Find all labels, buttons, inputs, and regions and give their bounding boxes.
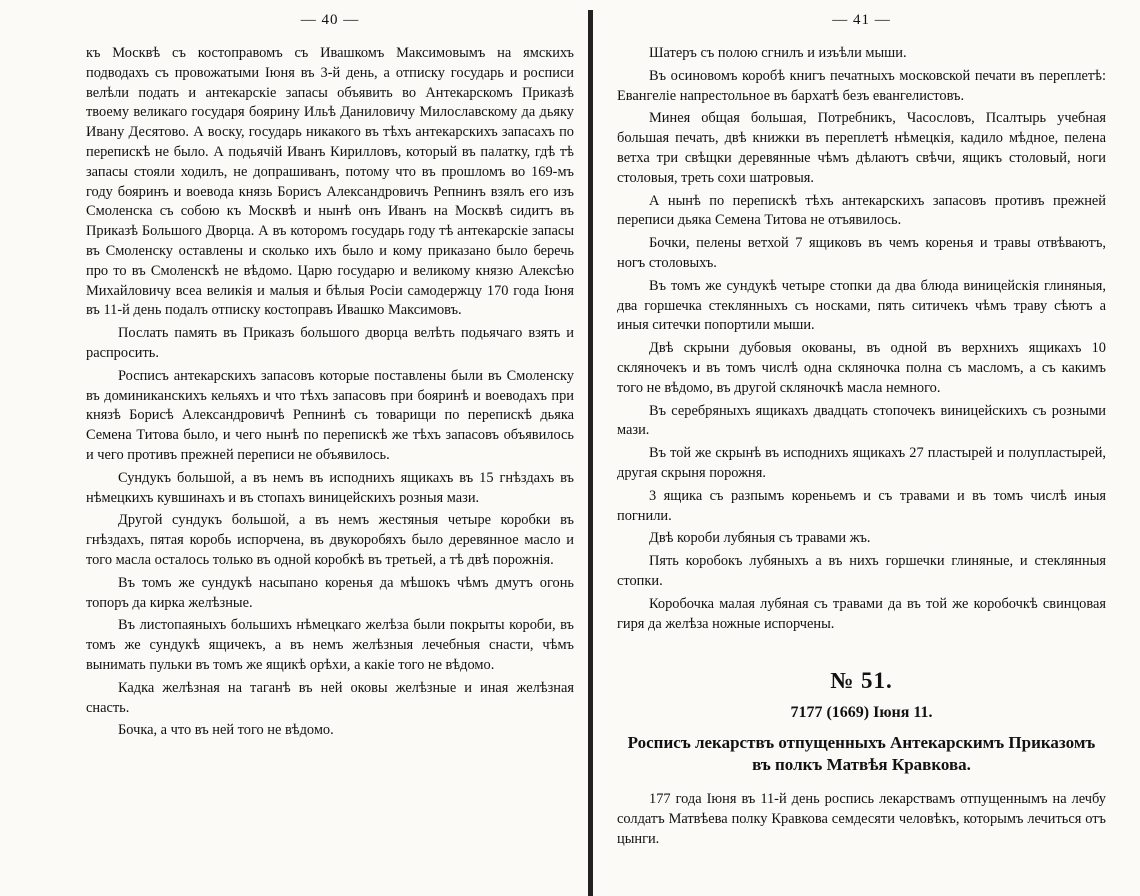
paragraph: 3 ящика съ разпымъ кореньемъ и съ травами и въ томъ числѣ иныя погнили. — [617, 487, 1106, 524]
paragraph: Бочки, пелены ветхой 7 ящиковъ въ чемъ коренья и травы отвѣваютъ, ногъ столовыхъ. — [617, 235, 1106, 271]
book-gutter — [588, 10, 593, 896]
paragraph: Коробочка малая лубяная съ травами да въ той же коробочкѣ свинцовая гиря да желѣза ножные испорчены. — [617, 595, 1106, 632]
page-number: — 41 — — [832, 12, 891, 28]
right-page — [597, 0, 1140, 896]
paragraph: Сундукъ большой, а въ немъ въ исподнихъ ящикахъ въ 15 гнѣздахъ въ нѣмецкихъ кувшинахъ и въ стопахъ виницейскихъ розныя мази. — [86, 469, 574, 506]
paragraph: Росписъ антекарскихъ запасовъ которые поставлены были въ Смоленску въ доминиканскихъ кельяхъ и что тѣхъ запасовъ при бояринѣ и воеводахъ при князѣ Борисѣ Александровичѣ Репнинѣ съ товарищи по перепискѣ дьяка Семена Титова было, и чего нынѣ по перепискѣ же тѣхъ запасовъ объявилось и чего противъ прежней переписи не объявилось. — [86, 367, 574, 463]
paragraph: А нынѣ по перепискѣ тѣхъ антекарскихъ запасовъ противъ прежней переписи дьяка Семена Титова не отъявилось. — [617, 192, 1106, 229]
paragraph: Другой сундукъ большой, а въ немъ жестяныя четыре коробки въ гнѣздахъ, пятая коробь испорчена, въ двукоробяхъ было деревянное масло и того масла осталось только въ одной коробкѣ въ третьей, а тѣ двѣ порожнія. — [86, 512, 574, 568]
paragraph: къ Москвѣ съ костоправомъ съ Ивашкомъ Максимовымъ на ямскихъ подводахъ съ провожатыми Іюня въ 3-й день, а отписку государь и росписи велѣли подать и антекарскіе запасы объявить во Антекарскомъ Приказѣ твоему великаго государя боярину Ильѣ Даниловичу Милославскому да дьяку Ивану Десятово. А воску, государь никакого въ тѣхъ антекарскихъ запасахъ по перепискѣ не было. А подьячій Иванъ Кирилловъ, который въ палатку, гдѣ тѣ запасы стояли ходилъ, не допрашиванъ, потому что въ прошломъ во 169-мъ году бояринъ и воевода князь Борисъ Александровичъ Репнинъ взялъ его изъ Смоленска съ собою къ Москвѣ и нынѣ онъ Иванъ на Москвѣ сидитъ въ Приказѣ Большого Дворца. А въ которомъ государь году тѣ антекарскіе запасы въ Смоленску оставлены и сколько ихъ было и кому приказано было беречь про то въ Смоленскѣ не вѣдомо. Царю государю и великому князю Алексѣю Михайловичу всеа великія и малыя и бѣлыя Росіи самодержцу 170 года Іюня въ 11-й день подалъ отписку костоправъ Ивашко Максимовъ. — [86, 45, 574, 319]
paragraph: Шатеръ съ полою сгнилъ и изъѣли мыши. — [649, 45, 907, 61]
paragraph: Бочка, а что въ ней того не вѣдомо. — [118, 722, 334, 739]
paragraph: Кадка желѣзная на таганѣ въ ней оковы желѣзные и иная желѣзная снасть. — [86, 679, 574, 716]
paragraph: Двѣ скрыни дубовыя окованы, въ одной въ верхнихъ ящикахъ 10 скляночекъ и въ томъ числѣ одна скляночка полна съ масломъ, а съ какимъ того не вѣдомо, въ другой скляночкѣ масла немного. — [617, 340, 1106, 396]
document-title: Росписъ лекарствъ отпущенныхъ Антекарскимъ Приказомъ въ полкъ Матвѣя Кравкова. — [627, 733, 1096, 775]
paragraph: Послать память въ Приказъ большого дворца велѣть подьячаго взять и распросить. — [86, 325, 574, 361]
closing-paragraph: 177 года Іюня въ 11-й день роспись лекарствамъ отпущеннымъ на лечбу солдатъ Матвѣева полку Кравкова семдесяти человѣкъ, которымъ лечиться отъ цынги. — [617, 791, 1106, 847]
paragraph: Минея общая большая, Потребникъ, Часословъ, Псалтырь учебная большая печать, двѣ книжки въ переплетѣ нѣмецкія, кадило мѣдное, пелена ветха три свѣщки деревянные чѣмъ дѣлаютъ свѣчи, ящикъ столовый, ноги столовыя, треть сохи шатровыя. — [617, 110, 1106, 186]
paragraph: Въ листопаяныхъ большихъ нѣмецкаго желѣза были покрыты короби, въ томъ же сундукѣ ящичекъ, а въ немъ желѣзныя лечебныя снасти, чѣмъ вынимать пульки въ томъ же ящикѣ орѣхи, а какіе того не вѣдомо. — [86, 617, 574, 673]
document-number: № 51. — [830, 668, 893, 694]
paragraph: Въ осиновомъ коробѣ книгъ печатныхъ московской печати въ переплетѣ: Евангеліе напрестольное въ бархатѣ безъ евангелистовъ. — [617, 67, 1106, 104]
page-number: — 40 — — [300, 12, 360, 28]
paragraph: Въ серебряныхъ ящикахъ двадцать стопочекъ виницейскихъ съ розными мази. — [617, 402, 1106, 439]
paragraph: Въ той же скрынѣ въ исподнихъ ящикахъ 27 пластырей и полупластырей, другая скрыня порожня. — [617, 445, 1106, 481]
paragraph: Въ томъ же сундукѣ четыре стопки да два блюда виницейскія глиняныя, два горшечка стеклянныхъ съ носками, пять ситичекъ чѣмъ траву сѣютъ а иныя ситечки попортили мыши. — [617, 277, 1106, 334]
paragraph: Пять коробокъ лубяныхъ а въ нихъ горшечки глиняные, и стеклянныя стопки. — [617, 553, 1106, 589]
paragraph: Двѣ короби лубяныя съ травами жъ. — [649, 530, 871, 547]
paragraph: Въ томъ же сундукѣ насыпано коренья да мѣшокъ чѣмъ дмутъ огонь топоръ да кирка желѣзные. — [86, 574, 574, 611]
document-date: 7177 (1669) Іюня 11. — [790, 704, 933, 722]
